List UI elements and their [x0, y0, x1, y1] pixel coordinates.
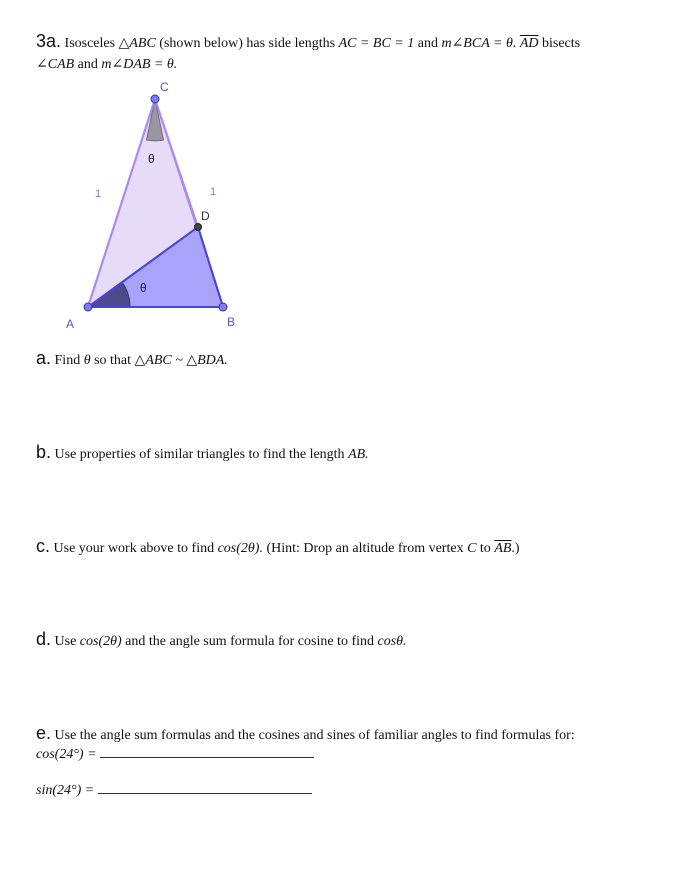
label-b: B	[227, 315, 236, 329]
part-d-letter: d.	[36, 629, 52, 649]
part-e	[36, 723, 575, 744]
vertex-b-point	[219, 303, 227, 311]
label-d: D	[201, 209, 210, 223]
part-d-expr: cos(2θ)	[79, 634, 122, 649]
part-b-letter: b.	[36, 442, 52, 462]
part-c-text-1: Use your work above to find	[53, 541, 215, 556]
cos-answer-blank[interactable]	[100, 745, 314, 758]
point-d	[195, 224, 202, 231]
part-c-text-3: to	[479, 541, 491, 556]
part-d	[36, 629, 407, 650]
part-d-text-2: and the angle sum formula for cosine to find	[125, 634, 374, 649]
part-b-text-1: Use properties of similar triangles to find the length	[54, 447, 345, 462]
angle-cab: ∠CAB	[36, 57, 75, 72]
part-a-similarity: △ABC ~ △BDA.	[134, 353, 228, 368]
and-text-1: and	[417, 36, 438, 51]
part-c-segment: $\overline{AB}$	[494, 541, 512, 556]
sin-answer-blank[interactable]	[98, 781, 312, 794]
part-a-theta: θ	[83, 353, 91, 368]
bisects-text: bisects	[542, 36, 581, 51]
part-c-expr: cos(2θ).	[217, 541, 263, 556]
problem-number: 3a.	[36, 31, 62, 51]
cos-24-expr: cos(24°) =	[36, 747, 97, 762]
problem-statement	[36, 31, 656, 75]
angle-bca: m∠BCA = θ.	[441, 36, 517, 51]
intro-text-2: (shown below) has side lengths	[159, 36, 336, 51]
vertex-a-point	[84, 303, 92, 311]
part-a	[36, 348, 228, 369]
angle-dab: m∠DAB = θ.	[101, 57, 178, 72]
theta-a-label: θ	[140, 281, 147, 295]
part-e-text-1: Use the angle sum formulas and the cosines and sines of familiar angles to find formulas for:	[54, 728, 575, 743]
and-text-2: and	[77, 57, 98, 72]
part-a-letter: a.	[36, 348, 52, 368]
vertex-c-point	[151, 95, 159, 103]
sin-24-expr: sin(24°) =	[36, 783, 95, 798]
triangle-abc: △ABC	[118, 36, 156, 51]
sides-equation: AC = BC = 1	[338, 36, 415, 51]
label-a: A	[66, 317, 75, 331]
part-c-text-2: (Hint: Drop an altitude from vertex	[266, 541, 464, 556]
part-c-letter: c.	[36, 536, 51, 556]
part-c-vertex: C	[467, 541, 477, 556]
cos-answer-line	[36, 745, 314, 763]
triangle-figure	[0, 70, 679, 340]
intro-text-1: Isosceles	[64, 36, 116, 51]
part-d-target: cosθ.	[377, 634, 407, 649]
label-c: C	[160, 80, 169, 94]
theta-c-label: θ	[148, 152, 155, 166]
side-bc-label: 1	[210, 186, 217, 198]
part-b-ab: AB.	[348, 447, 369, 462]
part-e-letter: e.	[36, 723, 52, 743]
part-b	[36, 442, 369, 463]
sin-answer-line	[36, 781, 312, 799]
side-ac-label: 1	[95, 188, 102, 200]
part-a-text-1: Find	[54, 353, 81, 368]
part-c-text-4: .)	[511, 541, 520, 556]
part-a-text-2: so that	[94, 353, 132, 368]
part-d-text-1: Use	[54, 634, 77, 649]
part-c	[36, 536, 520, 557]
segment-ad: $\overline{AD}$	[519, 36, 539, 51]
